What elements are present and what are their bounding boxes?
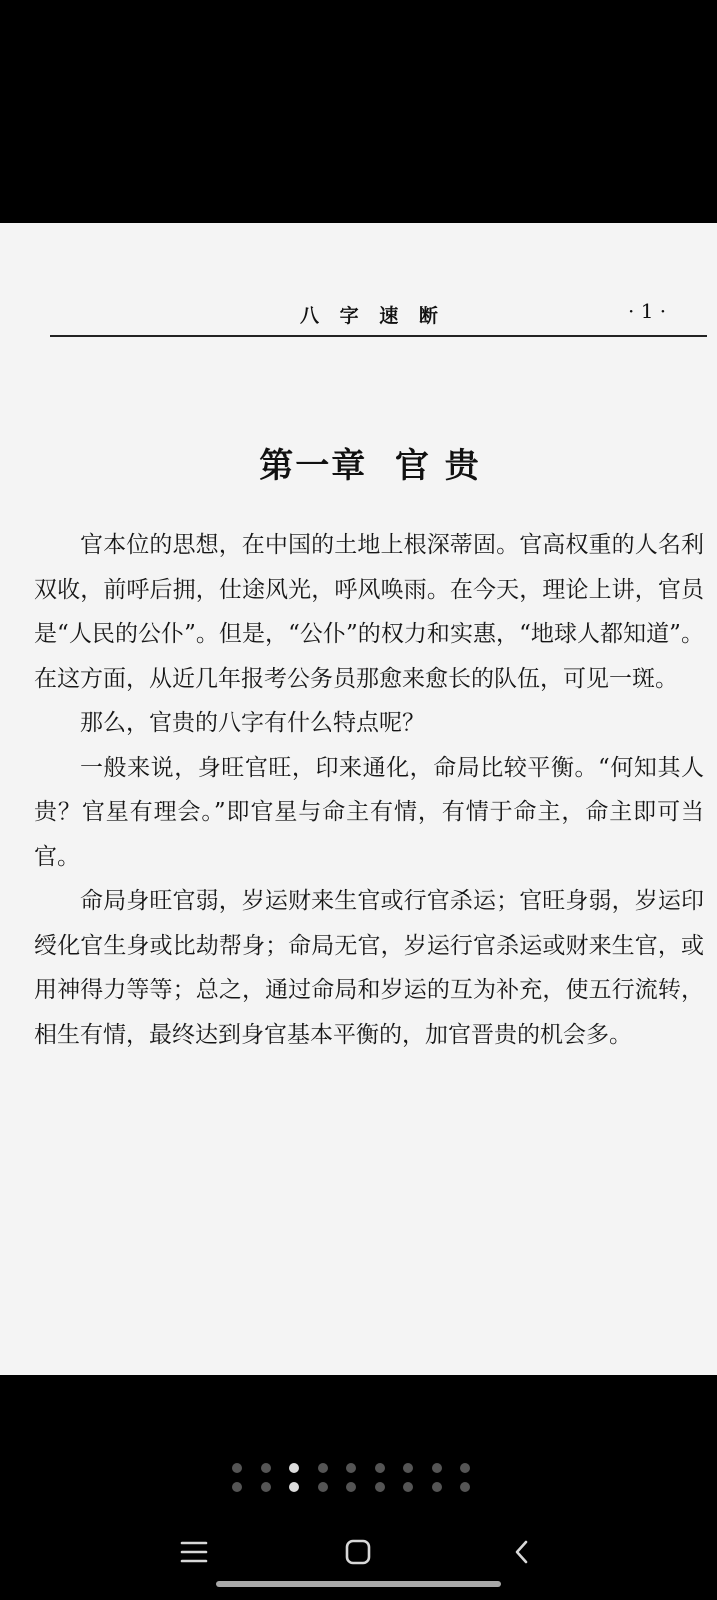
paragraph: 命局身旺官弱，岁运财来生官或行官杀运；官旺身弱，岁运印绶化官生身或比劫帮身；命局无官，岁运行官杀运或财来生官，或用神得力等等；总之，通过命局和岁运的互为补充，使五行流转，相生有情，最终达到身官基本平衡的，加官晋贵的机会多。 xyxy=(34,888,704,1048)
page-dot[interactable] xyxy=(232,1482,242,1492)
page-indicator-row xyxy=(232,1482,492,1496)
page-dot[interactable] xyxy=(403,1482,413,1492)
page-dot[interactable] xyxy=(318,1482,328,1492)
page-dot[interactable] xyxy=(261,1482,271,1492)
page-dot[interactable] xyxy=(346,1482,356,1492)
page-dot-active[interactable] xyxy=(289,1482,299,1492)
page-dot[interactable] xyxy=(318,1463,328,1473)
gesture-home-indicator[interactable] xyxy=(216,1581,501,1587)
page-indicator[interactable] xyxy=(232,1463,492,1493)
top-black-bar xyxy=(0,0,717,223)
header-rule xyxy=(50,335,707,337)
body-text xyxy=(34,523,704,1057)
running-head-char: 八 xyxy=(300,305,320,327)
page-dot[interactable] xyxy=(232,1463,242,1473)
page-dot[interactable] xyxy=(432,1482,442,1492)
home-square-icon xyxy=(343,1537,373,1567)
page-dot[interactable] xyxy=(375,1482,385,1492)
menu-icon xyxy=(179,1539,209,1565)
paragraph: 官本位的思想，在中国的土地上根深蒂固。官高权重的人名利双收，前呼后拥，仕途风光，呼风唤雨。在今天，理论上讲，官员是“人民的公仆”。但是，“公仆”的权力和实惠，“地球人都知道”。在这方面，从近几年报考公务员那愈来愈长的队伍，可见一斑。 xyxy=(34,532,704,692)
page-dot[interactable] xyxy=(460,1482,470,1492)
page-dot-active[interactable] xyxy=(289,1463,299,1473)
back-button[interactable] xyxy=(500,1530,544,1574)
page-dot[interactable] xyxy=(403,1463,413,1473)
page-dot[interactable] xyxy=(261,1463,271,1473)
page-indicator-row xyxy=(232,1463,492,1477)
page-dot[interactable] xyxy=(346,1463,356,1473)
menu-button[interactable] xyxy=(172,1530,216,1574)
running-head-char: 字 xyxy=(339,305,359,327)
home-button[interactable] xyxy=(336,1530,380,1574)
running-head-title xyxy=(300,301,452,328)
page-number: · 1 · xyxy=(628,299,667,323)
chapter-title: 第一章 官 贵 xyxy=(259,446,481,486)
book-page[interactable] xyxy=(0,223,717,1375)
page-dot[interactable] xyxy=(460,1463,470,1473)
running-head-char: 断 xyxy=(418,305,438,327)
navigation-bar xyxy=(0,1530,717,1580)
running-head-char: 速 xyxy=(379,305,399,327)
paragraph: 一般来说，身旺官旺，印来通化，命局比较平衡。“何知其人贵？官星有理会。”即官星与命主有情，有情于命主，命主即可当官。 xyxy=(34,754,704,870)
back-chevron-icon xyxy=(507,1537,537,1567)
page-dot[interactable] xyxy=(375,1463,385,1473)
page-dot[interactable] xyxy=(432,1463,442,1473)
running-head xyxy=(0,301,717,331)
paragraph: 那么，官贵的八字有什么特点呢？ xyxy=(80,710,425,736)
